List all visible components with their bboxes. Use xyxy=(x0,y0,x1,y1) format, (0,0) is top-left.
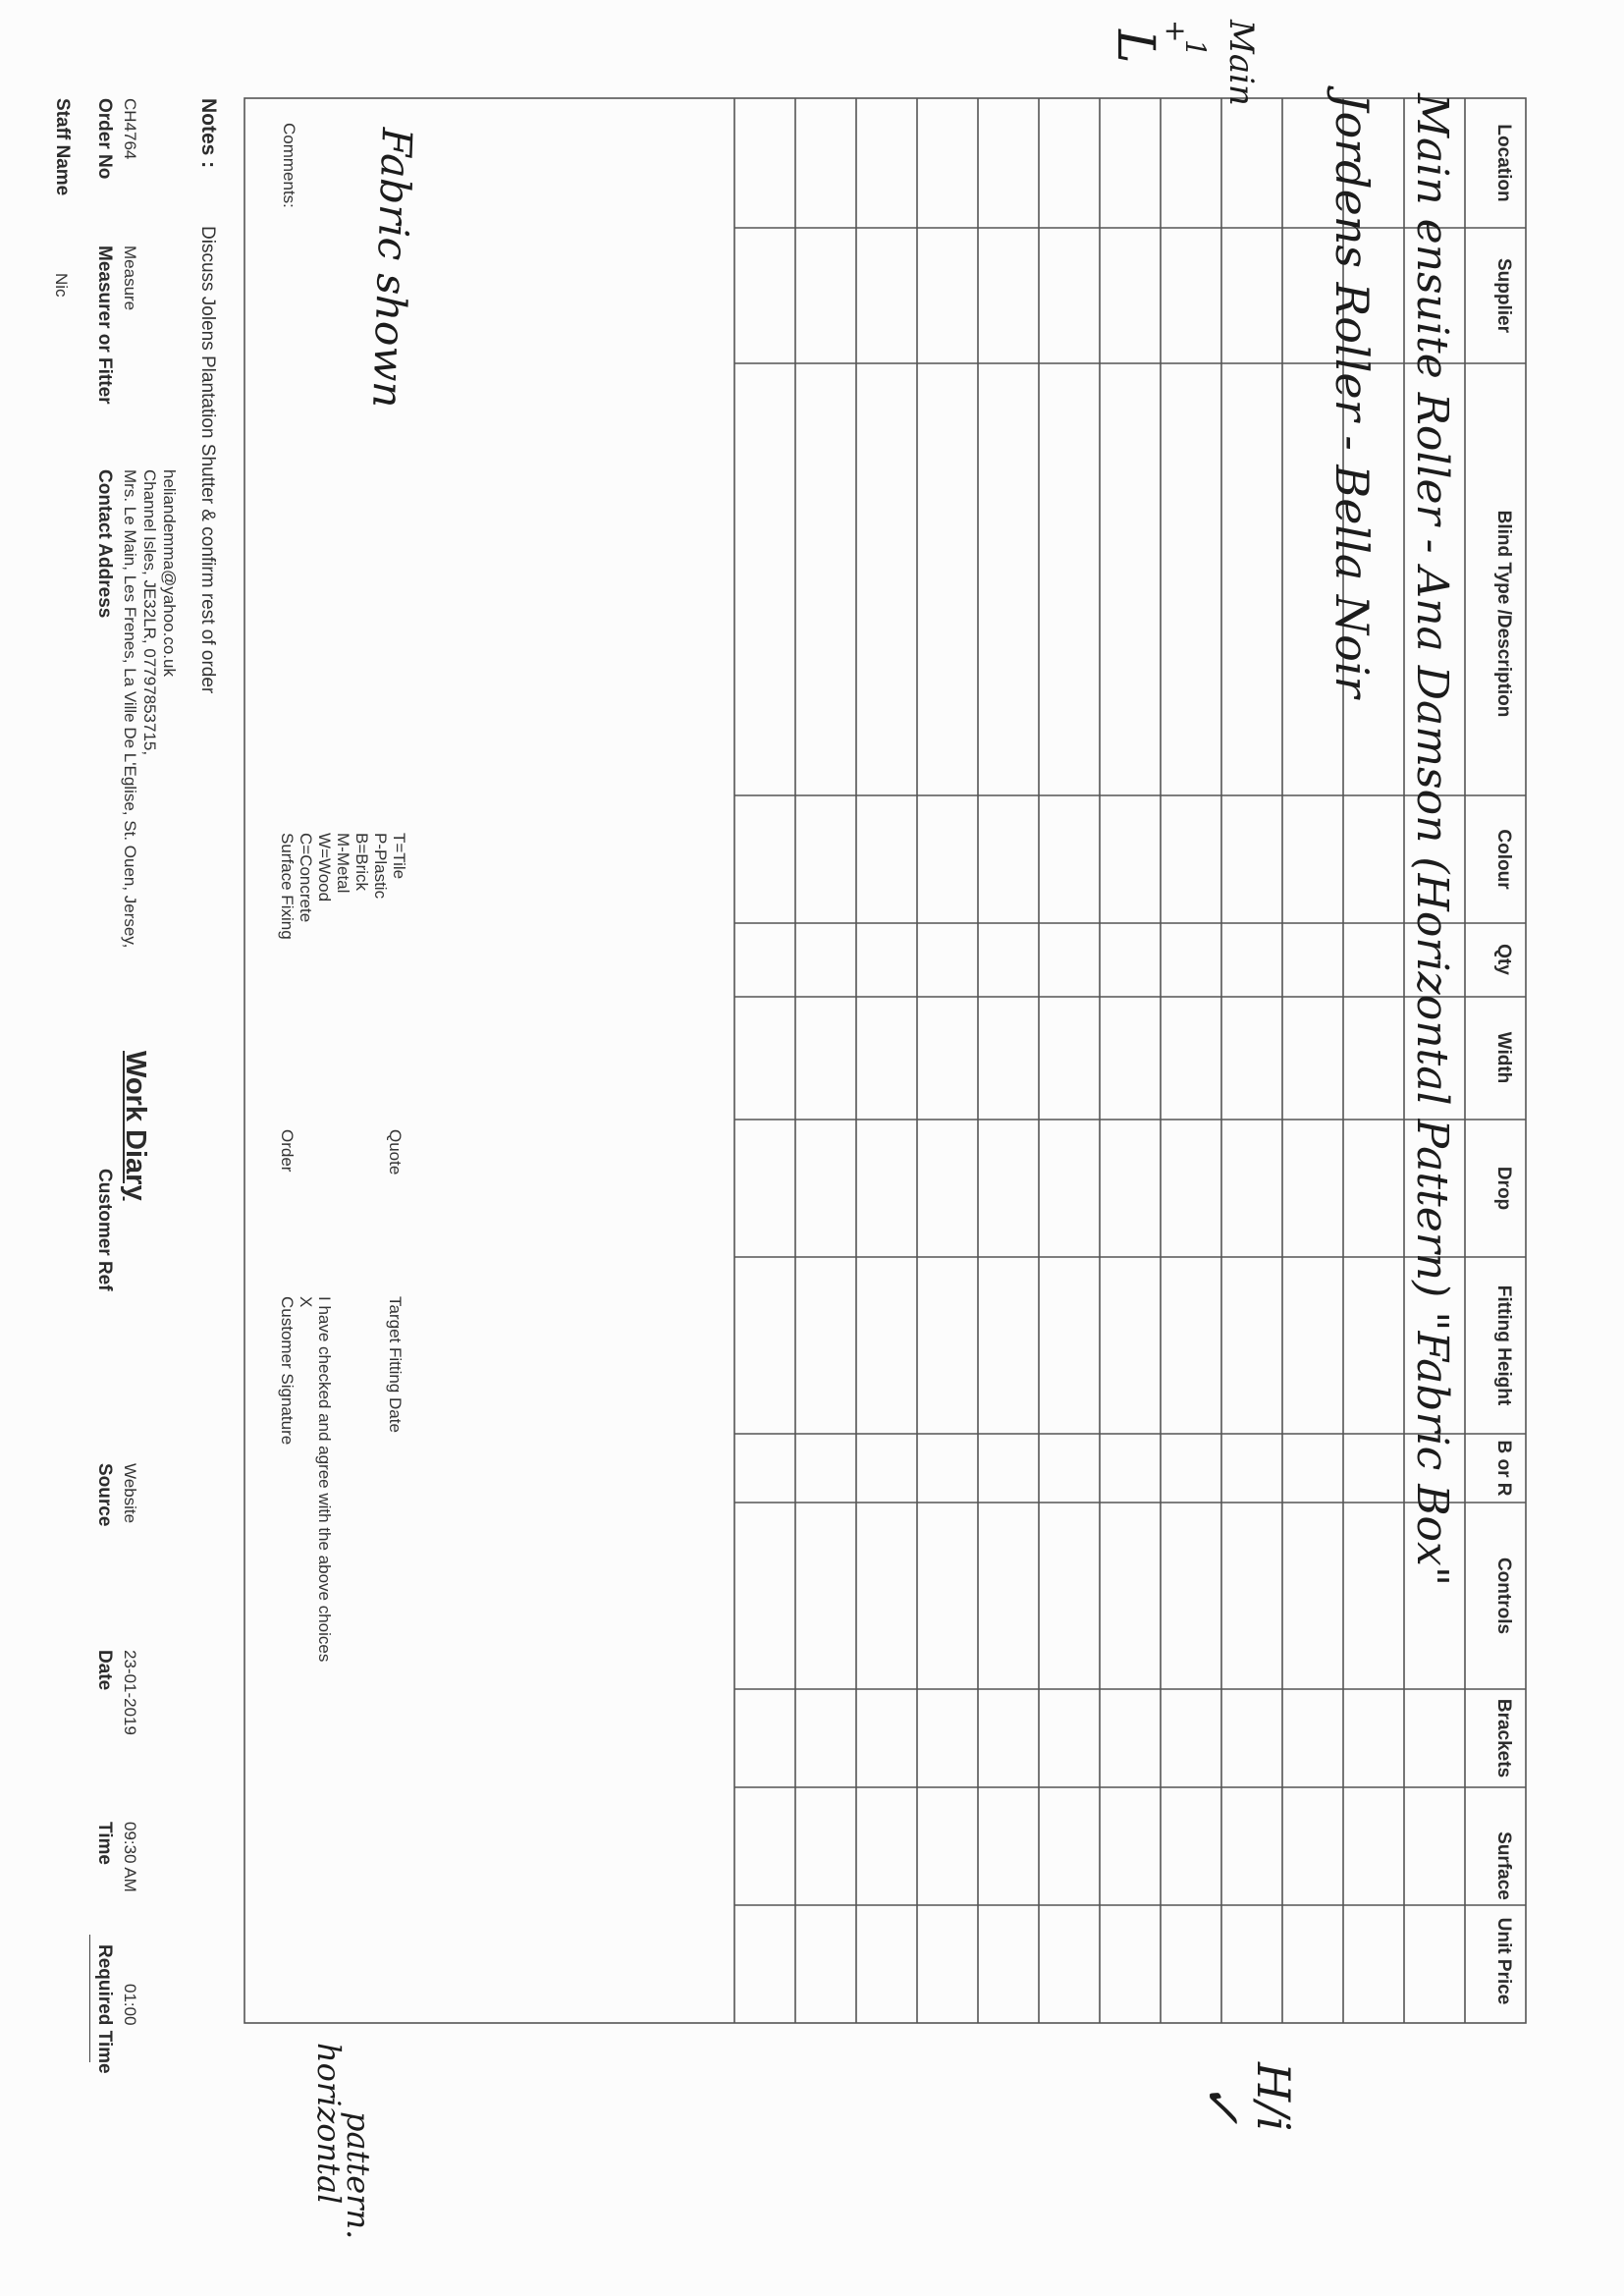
margin-note-horizontal: horizontal xyxy=(310,2043,348,2205)
col-header-width: Width xyxy=(1493,1031,1514,1084)
margin-note-plus: + xyxy=(1160,20,1192,43)
margin-note-bracket: L xyxy=(1106,29,1164,64)
contact-address-line-1: Mrs. Le Main, Les Frenes, La Ville De L'Eglise, St. Ouen, Jersey, xyxy=(121,469,139,949)
signature-agreement: I have checked and agree with the above choices xyxy=(315,1296,334,1663)
measurer-label: Measurer or Fitter xyxy=(94,246,115,405)
surface-fixing-wood: W=Wood xyxy=(315,833,334,902)
source-value: Website xyxy=(121,1463,139,1524)
measurer-value: Measure xyxy=(121,246,139,311)
time-value: 09:30 AM xyxy=(121,1822,139,1892)
col-header-blind-type: Blind Type /Description xyxy=(1493,510,1514,718)
surface-fixing-label: Surface Fixing xyxy=(278,833,297,940)
footer-note-2: Main ensuite Roller - Ana Damson (Horizontal Pattern) "Fabric Box" xyxy=(1407,93,1457,1587)
order-no-label: Order No xyxy=(94,98,115,180)
footer-note-1: Jordens Roller - Bella Noir xyxy=(1326,93,1379,698)
surface-fixing-brick: B=Brick xyxy=(352,833,371,892)
required-time-label: Required Time xyxy=(94,1944,115,2074)
notes-text: Discuss Jolens Plantation Shutter & confirm rest of order xyxy=(197,226,218,694)
quote-label: Quote xyxy=(386,1129,405,1175)
surface-fixing-concrete: C=Concrete xyxy=(297,833,315,923)
col-header-colour: Colour xyxy=(1493,829,1514,890)
margin-note-pattern: pattern. xyxy=(340,2111,377,2240)
form-title: Work Diary xyxy=(120,1051,151,1201)
target-date-label: Target Fitting Date xyxy=(386,1296,405,1433)
order-no-value: CH4764 xyxy=(121,98,139,160)
source-label: Source xyxy=(94,1463,115,1527)
col-header-b-or-r: B or R xyxy=(1493,1440,1514,1497)
margin-note-right: H/i xyxy=(1247,2062,1300,2132)
signature-x: X xyxy=(297,1296,315,1308)
signature-label: Customer Signature xyxy=(278,1296,297,1446)
surface-fixing-metal: M-Metal xyxy=(334,833,352,894)
col-header-drop: Drop xyxy=(1493,1166,1514,1211)
staff-name-value: Nic xyxy=(52,273,71,298)
col-header-fitting-height: Fitting Height xyxy=(1493,1285,1514,1406)
contact-address-line-2: Channel Isles, JE32LR, 07797853715, xyxy=(140,469,159,756)
contact-address-line-3: heliandemma@yahoo.co.uk xyxy=(160,469,179,677)
surface-fixing-plastic: P-Plastic xyxy=(371,833,390,900)
col-header-controls: Controls xyxy=(1493,1557,1514,1635)
notes-label: Notes : xyxy=(197,98,220,169)
col-header-brackets: Brackets xyxy=(1493,1698,1514,1778)
date-value: 23-01-2019 xyxy=(121,1650,139,1735)
required-time-value: 01:00 xyxy=(121,1984,139,2026)
margin-note-one: 1 xyxy=(1179,39,1212,57)
date-label: Date xyxy=(94,1650,115,1691)
surface-fixing-tile: T=Tile xyxy=(390,833,408,880)
col-header-unit-price: Unit Price xyxy=(1493,1917,1514,2005)
contact-address-label: Contact Address xyxy=(94,469,115,619)
customer-ref-label: Customer Ref xyxy=(94,1169,115,1291)
col-header-qty: Qty xyxy=(1493,944,1514,975)
time-label: Time xyxy=(94,1822,115,1866)
comments-handwriting: Fabric shown xyxy=(363,127,421,410)
col-header-surface: Surface xyxy=(1493,1831,1514,1900)
order-label: Order xyxy=(278,1129,297,1173)
comments-label: Comments: xyxy=(280,123,298,208)
margin-note-check: ✓ xyxy=(1192,2082,1251,2125)
staff-name-label: Staff Name xyxy=(52,98,73,196)
col-header-supplier: Supplier xyxy=(1493,257,1514,334)
col-header-location: Location xyxy=(1493,124,1514,202)
margin-note-main: Main xyxy=(1221,20,1261,106)
